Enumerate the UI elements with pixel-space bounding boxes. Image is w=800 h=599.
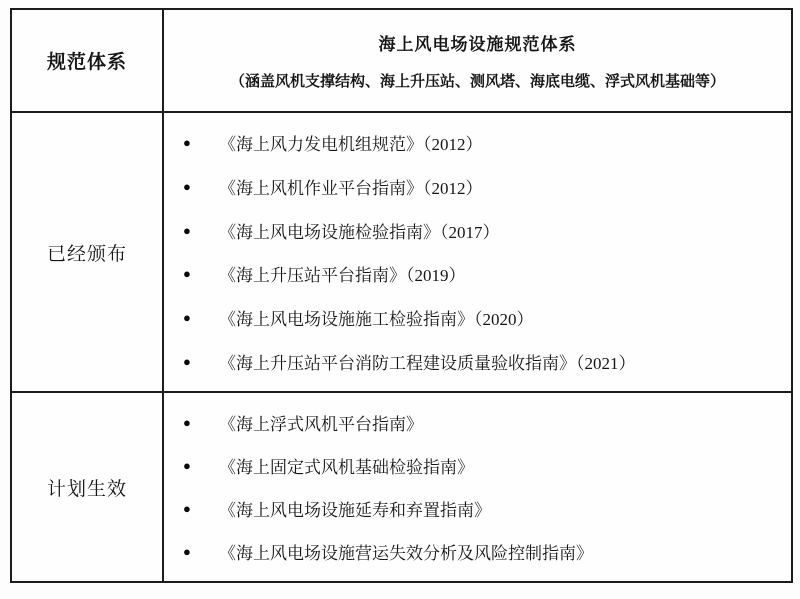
- list-item: [164, 349, 783, 374]
- spec-item-text: 《海上风电场设施营运失效分析及风险控制指南》: [219, 544, 593, 563]
- header-cell-system: 规范体系: [12, 10, 164, 113]
- bullet-icon: ●: [183, 178, 191, 194]
- specification-table: [10, 8, 793, 583]
- spec-item-text: 《海上升压站平台消防工程建设质量验收指南》（2021）: [219, 353, 636, 373]
- spec-item-text: 《海上风电场设施施工检验指南》（2020）: [219, 309, 534, 329]
- list-item: [164, 453, 783, 478]
- planned-list: [164, 393, 791, 581]
- bullet-icon: ●: [183, 544, 191, 559]
- bullet-icon: ●: [183, 458, 191, 473]
- spec-item-text: 《海上风机作业平台指南》（2012）: [219, 178, 483, 198]
- table-subtitle: （涵盖风机支撑结构、海上升压站、测风塔、海底电缆、浮式风机基础等）: [229, 74, 725, 91]
- spec-item-text: 《海上风电场设施延寿和弃置指南》: [219, 501, 491, 520]
- list-item: [164, 410, 783, 435]
- list-item: [164, 305, 783, 330]
- bullet-icon: ●: [183, 415, 191, 430]
- list-item: [164, 174, 783, 199]
- bullet-icon: ●: [183, 501, 191, 516]
- bullet-icon: ●: [183, 309, 191, 325]
- spec-item-text: 《海上固定式风机基础检验指南》: [219, 458, 474, 477]
- published-list: [164, 113, 791, 393]
- bullet-icon: ●: [183, 222, 191, 238]
- spec-item-text: 《海上浮式风机平台指南》: [219, 415, 423, 434]
- bullet-icon: ●: [183, 266, 191, 282]
- list-item: [164, 261, 783, 286]
- header-cell-main: [164, 10, 791, 113]
- spec-item-text: 《海上风电场设施检验指南》（2017）: [219, 222, 500, 242]
- list-item: [164, 218, 783, 243]
- list-item: [164, 496, 783, 521]
- list-item: [164, 130, 783, 155]
- list-item: [164, 539, 783, 564]
- spec-item-text: 《海上升压站平台指南》（2019）: [219, 266, 466, 286]
- bullet-icon: ●: [183, 135, 191, 151]
- bullet-icon: ●: [183, 353, 191, 369]
- row-label-planned: 计划生效: [12, 393, 164, 581]
- spec-item-text: 《海上风力发电机组规范》（2012）: [219, 135, 483, 155]
- table-title: 海上风电场设施规范体系: [378, 34, 577, 54]
- row-label-published: 已经颁布: [12, 113, 164, 393]
